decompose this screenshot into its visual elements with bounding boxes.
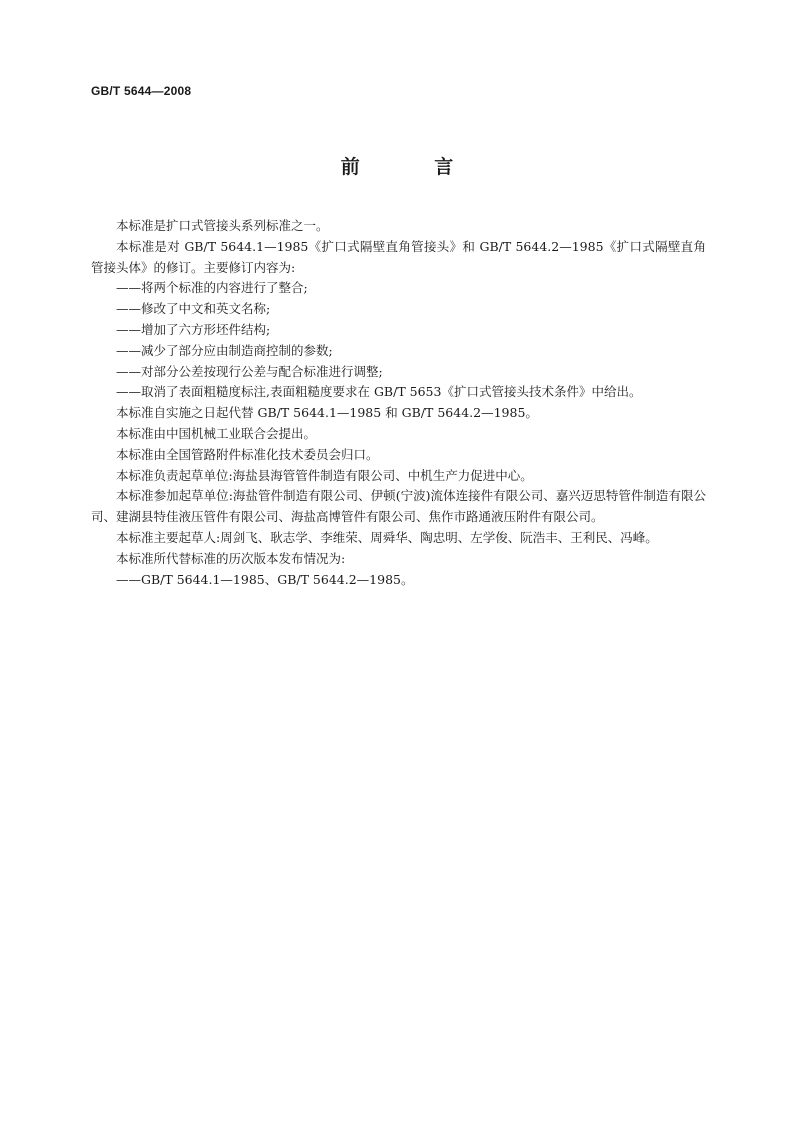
paragraph: 本标准负责起草单位:海盐县海管管件制造有限公司、中机生产力促进中心。 bbox=[116, 467, 533, 483]
paragraph: 本标准参加起草单位:海盐管件制造有限公司、伊顿(宁波)流体连接件有限公司、嘉兴迈思特管件制造有限公司、建湖县特佳液压管件有限公司、海盐高博管件有限公司、焦作市路通液压附件有限公司。 bbox=[91, 488, 706, 525]
paragraph: 本标准由中国机械工业联合会提出。 bbox=[116, 425, 317, 441]
standard-number: GB/T 5644—2008 bbox=[91, 84, 192, 98]
list-item: ——修改了中文和英文名称; bbox=[116, 301, 271, 317]
page-title: 前 言 bbox=[340, 156, 488, 178]
list-item: ——增加了六方形坯件结构; bbox=[116, 321, 271, 337]
list-item: ——减少了部分应由制造商控制的参数; bbox=[116, 342, 333, 358]
paragraph: 本标准所代替标准的历次版本发布情况为: bbox=[116, 550, 346, 566]
paragraph: 本标准主要起草人:周剑飞、耿志学、李维荣、周舜华、陶忠明、左学俊、阮浩丰、王利民、冯峰。 bbox=[116, 529, 658, 545]
list-item: ——取消了表面粗糙度标注,表面粗糙度要求在 GB/T 5653《扩口式管接头技术条件》中给出。 bbox=[116, 384, 642, 400]
paragraph: 本标准是扩口式管接头系列标准之一。 bbox=[116, 218, 329, 233]
list-item: ——将两个标准的内容进行了整合; bbox=[116, 280, 308, 296]
foreword-body bbox=[91, 216, 706, 590]
list-item: ——对部分公差按现行公差与配合标准进行调整; bbox=[116, 363, 383, 379]
paragraph: 本标准是对 GB/T 5644.1—1985《扩口式隔壁直角管接头》和 GB/T 5644.2—1985《扩口式隔壁直角管接头体》的修订。主要修订内容为: bbox=[91, 238, 706, 275]
paragraph: 本标准由全国管路附件标准化技术委员会归口。 bbox=[116, 446, 379, 462]
list-item: ——GB/T 5644.1—1985、GB/T 5644.2—1985。 bbox=[116, 571, 414, 587]
paragraph: 本标准自实施之日起代替 GB/T 5644.1—1985 和 GB/T 5644.2—1985。 bbox=[116, 405, 538, 421]
